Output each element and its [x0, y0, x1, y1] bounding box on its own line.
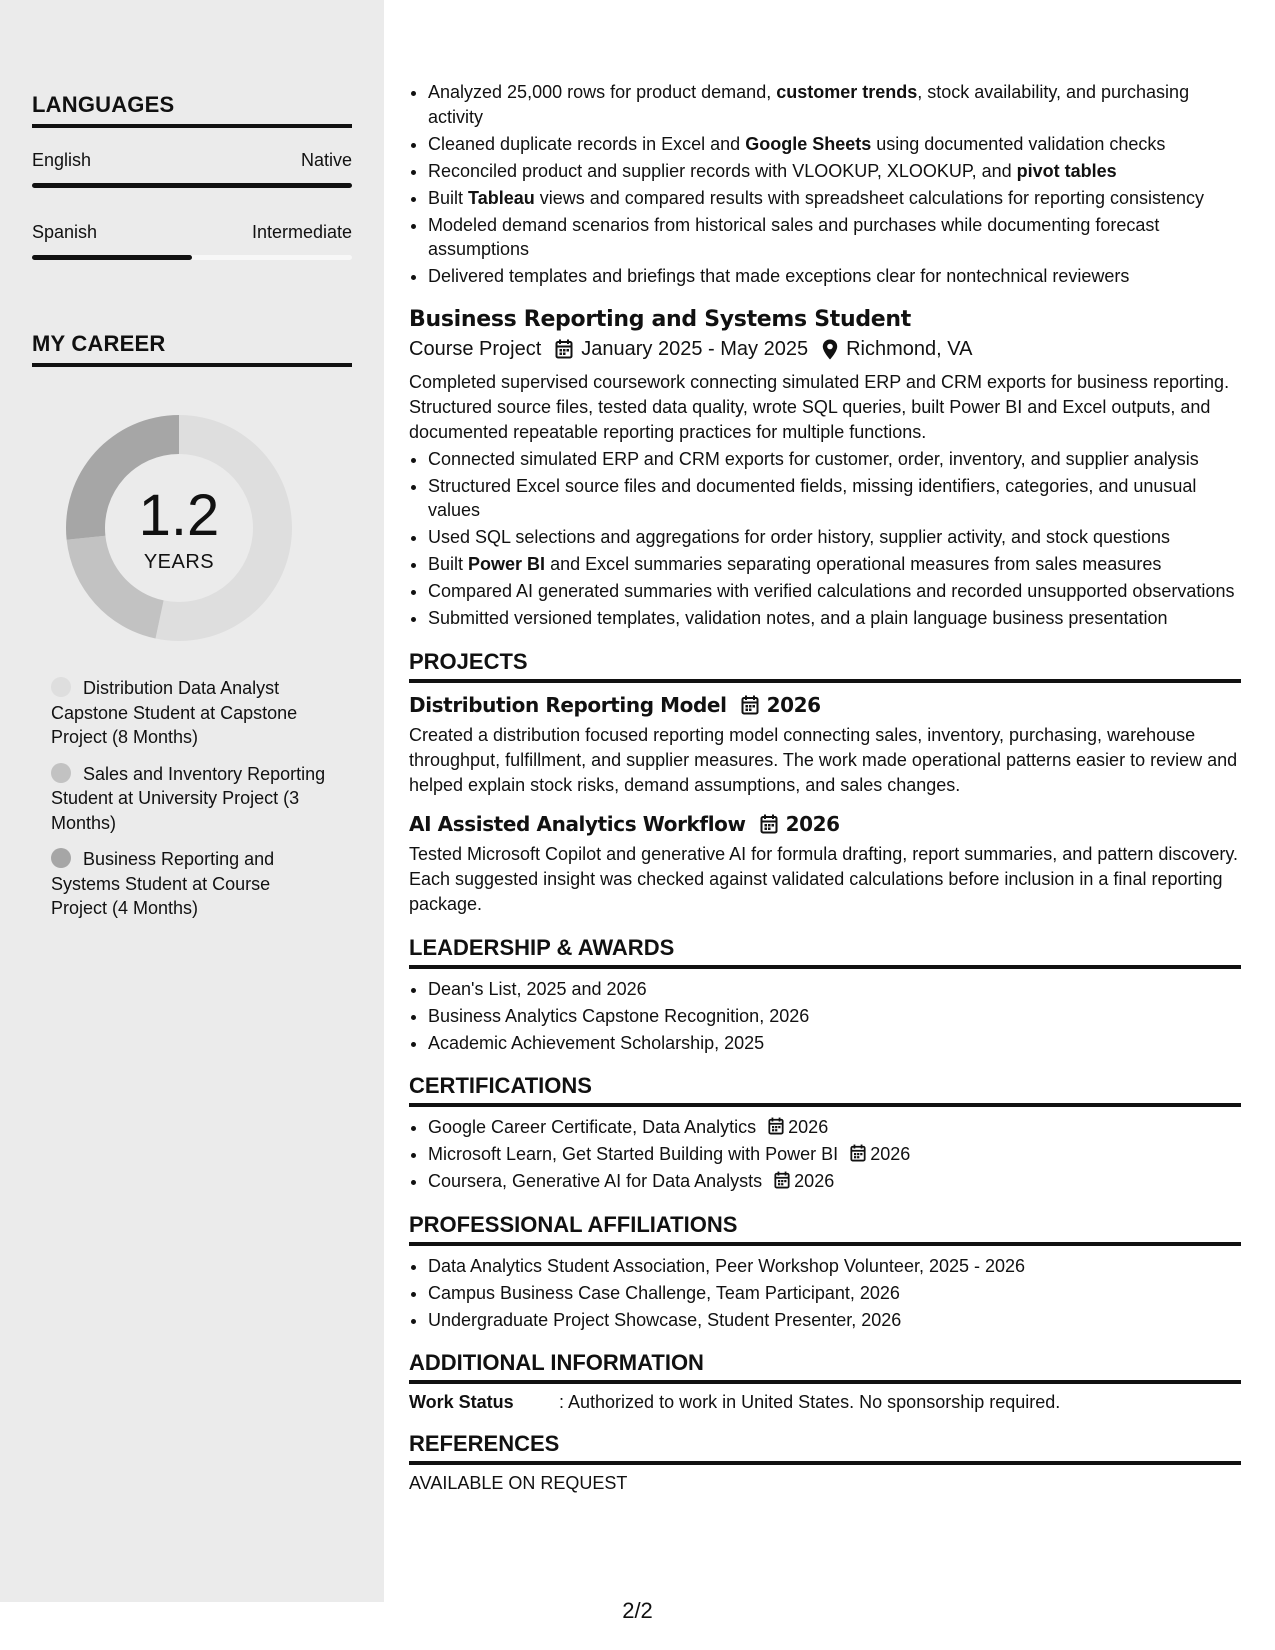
career-legend-label: Distribution Data Analyst Capstone Student at Capstone Project (8 Months) — [51, 678, 298, 747]
project-description: Created a distribution focused reporting model connecting sales, inventory, purchasing, warehouse throughput, fulfillment, and supplier measures. The work made operational patterns easier to review and helped explain stock risks, demand assumptions, and sales changes. — [409, 724, 1238, 795]
certification-item — [428, 1142, 1241, 1167]
experience-bullet: • Delivered templates and briefings that made exceptions clear for nontechnical reviewers — [428, 264, 1241, 289]
language-english — [32, 150, 352, 188]
leadership-item: • Business Analytics Capstone Recognition, 2026 — [428, 1004, 1241, 1029]
career-total-years: 1.2 — [138, 483, 220, 548]
role-dates: January 2025 - May 2025 — [581, 337, 809, 360]
calendar-icon — [850, 1144, 866, 1162]
project-title — [409, 693, 1241, 717]
role-bullets — [409, 447, 1241, 631]
certification-name: Microsoft Learn, Get Started Building with Power BI — [428, 1144, 839, 1164]
affiliations-list — [409, 1254, 1241, 1333]
language-proficiency-fill — [32, 183, 352, 188]
leadership-list — [409, 977, 1241, 1056]
career-legend-item — [51, 847, 331, 921]
project-description: Tested Microsoft Copilot and generative AI for formula drafting, report summaries, and pattern discovery. Each suggested insight was checked against validated calculations before inclusion in a final reporting package. — [409, 843, 1239, 914]
calendar-icon — [760, 814, 778, 834]
legend-dot-icon — [51, 763, 71, 783]
role-location: Richmond, VA — [846, 337, 973, 360]
calendar-icon — [741, 695, 759, 715]
career-legend-label: Sales and Inventory Reporting Student at University Project (3 Months) — [51, 763, 326, 833]
sidebar — [0, 0, 384, 1602]
language-proficiency-bar — [32, 255, 352, 260]
language-name: English — [32, 150, 92, 170]
role-bullet: • Submitted versioned templates, validation notes, and a plain language business presentation — [428, 606, 1241, 631]
location-pin-icon — [822, 339, 838, 360]
project-title — [409, 812, 1241, 836]
work-status-value: : Authorized to work in United States. No sponsorship required. — [559, 1392, 1061, 1412]
calendar-icon — [768, 1117, 784, 1135]
career-legend-label: Business Reporting and Systems Student at Course Project (4 Months) — [51, 849, 275, 918]
language-spanish — [32, 222, 352, 260]
role-meta — [409, 338, 1241, 361]
experience-bullet: • Reconciled product and supplier records with VLOOKUP, XLOOKUP, and pivot tables — [428, 159, 1241, 184]
experience-bullet: • Analyzed 25,000 rows for product demand, customer trends, stock availability, and purchasing activity — [428, 80, 1241, 129]
legend-dot-icon — [51, 677, 71, 697]
certifications-list — [409, 1115, 1241, 1194]
role-summary: Completed supervised coursework connecting simulated ERP and CRM exports for business reporting. Structured source files, tested data quality, wrote SQL queries, built Power BI and Excel outputs, and documented repeatable reporting practices for multiple functions. — [409, 371, 1230, 442]
role-bullet: • Structured Excel source files and documented fields, missing identifiers, categories, and unusual values — [428, 474, 1241, 523]
project-year: 2026 — [766, 692, 821, 717]
legend-dot-icon — [51, 848, 71, 868]
role-bullet: • Connected simulated ERP and CRM exports for customer, order, inventory, and supplier analysis — [428, 447, 1241, 472]
experience-bullet: • Modeled demand scenarios from historical sales and purchases while documenting forecast assumptions — [428, 213, 1241, 262]
career-donut-chart — [66, 415, 292, 641]
role-bullet: • Used SQL selections and aggregations for order history, supplier activity, and stock questions — [428, 525, 1241, 550]
language-name: Spanish — [32, 222, 98, 242]
experience-continued-bullets — [409, 80, 1241, 289]
affiliation-item: • Campus Business Case Challenge, Team Participant, 2026 — [428, 1281, 1241, 1306]
language-level: Intermediate — [251, 222, 352, 242]
language-proficiency-bar — [32, 183, 352, 188]
career-title: MY CAREER — [32, 331, 352, 367]
main-content — [409, 80, 1241, 1494]
career-section — [32, 331, 352, 367]
certification-name: Coursera, Generative AI for Data Analysts — [428, 1171, 763, 1191]
calendar-icon — [774, 1171, 790, 1189]
experience-bullet: • Cleaned duplicate records in Excel and Google Sheets using documented validation checks — [428, 132, 1241, 157]
career-legend-item — [51, 676, 331, 750]
additional-info-title: ADDITIONAL INFORMATION — [409, 1350, 1241, 1384]
role-title: Business Reporting and Systems Student — [409, 306, 911, 332]
certification-item — [428, 1115, 1241, 1140]
language-proficiency-fill — [32, 255, 192, 260]
career-legend-item — [51, 762, 331, 836]
calendar-icon — [555, 339, 573, 359]
career-legend — [51, 676, 331, 933]
project-year: 2026 — [785, 811, 840, 836]
experience-bullet: • Built Tableau views and compared results with spreadsheet calculations for reporting consistency — [428, 186, 1241, 211]
references-text: AVAILABLE ON REQUEST — [409, 1473, 628, 1493]
leadership-item: • Academic Achievement Scholarship, 2025 — [428, 1031, 1241, 1056]
language-level: Native — [300, 150, 352, 170]
projects-title: PROJECTS — [409, 649, 1241, 683]
certification-item — [428, 1169, 1241, 1194]
leadership-title: LEADERSHIP & AWARDS — [409, 935, 1241, 969]
role-org: Course Project — [409, 337, 542, 360]
project-name: AI Assisted Analytics Workflow — [409, 811, 746, 836]
affiliation-item: • Data Analytics Student Association, Peer Workshop Volunteer, 2025 - 2026 — [428, 1254, 1241, 1279]
work-status-label: Work Status — [409, 1392, 514, 1412]
leadership-item: • Dean's List, 2025 and 2026 — [428, 977, 1241, 1002]
career-total-unit: YEARS — [143, 551, 215, 573]
certification-year: 2026 — [794, 1171, 835, 1191]
certification-year: 2026 — [870, 1144, 911, 1164]
role-bullet: • Built Power BI and Excel summaries separating operational measures from sales measures — [428, 552, 1241, 577]
certification-name: Google Career Certificate, Data Analytics — [428, 1117, 757, 1137]
work-status-row — [409, 1392, 1241, 1413]
languages-section — [32, 92, 352, 260]
references-title: REFERENCES — [409, 1431, 1241, 1465]
certifications-title: CERTIFICATIONS — [409, 1073, 1241, 1107]
certification-year: 2026 — [788, 1117, 829, 1137]
page-number: 2/2 — [622, 1598, 653, 1623]
affiliations-title: PROFESSIONAL AFFILIATIONS — [409, 1212, 1241, 1246]
role-bullet: • Compared AI generated summaries with verified calculations and recorded unsupported observations — [428, 579, 1241, 604]
project-name: Distribution Reporting Model — [409, 692, 727, 717]
languages-title: LANGUAGES — [32, 92, 352, 128]
affiliation-item: • Undergraduate Project Showcase, Student Presenter, 2026 — [428, 1308, 1241, 1333]
